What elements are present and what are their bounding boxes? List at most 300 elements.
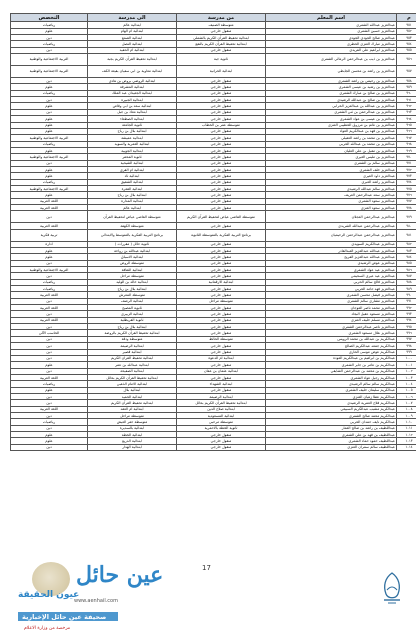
row-number: ٩٦٨ xyxy=(397,141,416,147)
teacher-name-cell: عبدالعزيز فهد حامد الحربي xyxy=(266,286,397,292)
row-number: ١٠٠٧ xyxy=(397,400,416,406)
to-school-cell: ابتدائية بلال بن رباح xyxy=(88,128,177,134)
teacher-name-cell: عبدالعزيز سالم بن الشمري xyxy=(266,160,397,166)
from-school-cell: منقول خارجي xyxy=(177,254,266,260)
header-specialty: التخصص xyxy=(11,14,88,22)
teacher-name-cell: عبدالكريم نايف حمدان الحربي xyxy=(266,419,397,425)
specialty-cell: اللغة العربية xyxy=(11,374,88,380)
specialty-cell: التربية الاجتماعية والوطنية xyxy=(11,135,88,141)
specialty-cell: دين xyxy=(11,260,88,266)
to-school-cell: متوسطة ودقة xyxy=(88,336,177,342)
specialty-cell: دين xyxy=(11,393,88,399)
to-school-cell: متوسطة الكهفة xyxy=(88,223,177,229)
to-school-cell: ابتدائية الثقافة xyxy=(88,267,177,273)
specialty-cell: دين xyxy=(11,355,88,361)
from-school-cell: منقول خارجي xyxy=(177,179,266,185)
to-school-cell: ابتدائية الصمع xyxy=(88,35,177,41)
specialty-cell: علوم xyxy=(11,431,88,437)
from-school-cell: منقول خارجي xyxy=(177,109,266,115)
teacher-name-cell: عبدالعزيز عبدالرحمن عبدالرحمن الرحيميان xyxy=(266,229,397,241)
ministry-logo-icon xyxy=(378,570,406,606)
teacher-name-cell: عبدالعزيز ابراهيم علي الفريدي xyxy=(266,47,397,53)
from-school-cell: برنامج التربية الفكرية بالمتوسطة الثانوية xyxy=(177,229,266,241)
from-school-cell: ابتدائية ام الدعوة xyxy=(177,355,266,361)
row-number: ٩٨١ xyxy=(397,229,416,241)
specialty-cell: دين xyxy=(11,35,88,41)
brand-url: www.aenhail.com xyxy=(74,598,118,604)
from-school-cell: منقول خارجي xyxy=(177,78,266,84)
to-school-cell: ابتدائية الامام الذهبي xyxy=(88,381,177,387)
to-school-cell: متوسطة مراحل xyxy=(88,273,177,279)
table-row xyxy=(11,54,416,66)
row-number: ٩٧٤ xyxy=(397,179,416,185)
to-school-cell: ابتدائية النصل xyxy=(88,41,177,47)
teacher-name-cell: عبدالعزيز بن رشيد بن عيسى الشمري xyxy=(266,84,397,90)
to-school-cell: ابتدائية الهدار xyxy=(88,444,177,450)
teacher-name-cell: عبدالعزيز مسعود عقيل البجاد xyxy=(266,311,397,317)
row-number: ٩٦٦ xyxy=(397,128,416,134)
specialty-cell: رياضيات xyxy=(11,279,88,285)
from-school-cell: منقول خارجي xyxy=(177,116,266,122)
teacher-name-cell: عبدالعزيز مسلم خليف العنزي xyxy=(266,317,397,323)
teacher-transfer-table xyxy=(10,13,416,451)
row-number: ١٠٠١ xyxy=(397,362,416,368)
teacher-name-cell: عبدالكريم بن عامر بن جابر الشمري xyxy=(266,362,397,368)
from-school-cell: متوسطة الصنيف xyxy=(177,22,266,28)
teacher-name-cell: عبدالعزيز صالح الجودي الجودي xyxy=(266,35,397,41)
teacher-name-cell: عبدالعزيز محمد ناصر العوجان xyxy=(266,305,397,311)
specialty-cell: دين xyxy=(11,211,88,223)
from-school-cell: متوسطة مراحل xyxy=(177,298,266,304)
row-number: ١٠١٤ xyxy=(397,444,416,450)
row-number: ١٠٠٠ xyxy=(397,355,416,361)
from-school-cell: متوسطة الحائط xyxy=(177,336,266,342)
to-school-cell: ابتدائية تحفيظ القرآن الكريم بالروضة xyxy=(88,330,177,336)
teacher-name-cell: عبدالعزيز بن محمد بن راشد العقيلي xyxy=(266,135,397,141)
row-number: ٩٨٠ xyxy=(397,223,416,229)
header-to-school: الى مدرسة xyxy=(88,14,177,22)
row-number: ٩٩١ xyxy=(397,298,416,304)
to-school-cell: ابتدائية بلال xyxy=(88,387,177,393)
from-school-cell: منقول خارجي xyxy=(177,248,266,254)
specialty-cell: دين xyxy=(11,273,88,279)
header-number: م xyxy=(397,14,416,22)
to-school-cell: ابتدائية المشرفة xyxy=(88,84,177,90)
specialty-cell: علوم xyxy=(11,84,88,90)
specialty-cell: دين xyxy=(11,324,88,330)
to-school-cell: ابتدائية الخطة xyxy=(88,431,177,437)
specialty-cell: علوم xyxy=(11,362,88,368)
from-school-cell: متوسطة مرحبي xyxy=(177,419,266,425)
teacher-name-cell: عبدالعزيز عبدالله عبدالعزيز العبدالقادر xyxy=(266,248,397,254)
teacher-name-cell: عبدالعزيز راشد العبري xyxy=(266,179,397,185)
from-school-cell: منقول خارجي xyxy=(177,311,266,317)
teacher-name-cell: عبدالعزيز عبدالرحمن العجلان xyxy=(266,211,397,223)
from-school-cell: ابتدائية تحفيظ القرآن الكريم بالشملي xyxy=(177,35,266,41)
specialty-cell: علوم xyxy=(11,192,88,198)
to-school-cell: ابتدائية قصير xyxy=(88,349,177,355)
from-school-cell: ابتدائية عثمان بن عفان xyxy=(177,368,266,374)
from-school-cell: ابتدائية الارقمانية xyxy=(177,279,266,285)
row-number: ٩٥٢ xyxy=(397,28,416,34)
to-school-cell: ابتدائية معاوية بن ابي سفيان بقيعة الكف xyxy=(88,66,177,78)
teacher-name-cell: عبدالكريم عوض موسى الحاري xyxy=(266,349,397,355)
to-school-cell: ابتدائية المدارة xyxy=(88,198,177,204)
to-school-cell: ابتدائية تحفيظ القرآن الكريم بحائل xyxy=(88,374,177,380)
row-number: ٩٧٥ xyxy=(397,185,416,191)
from-school-cell: منقول خارجي xyxy=(177,128,266,134)
to-school-cell: ابتدائية بالسديرة xyxy=(88,425,177,431)
row-number: ٩٩٢ xyxy=(397,305,416,311)
to-school-cell: متوسطة الروض xyxy=(88,260,177,266)
row-number: ٩٩٥ xyxy=(397,324,416,330)
to-school-cell: ابتدائية تحفيظ القرآن الكريم بجبة xyxy=(88,54,177,66)
specialty-cell: علوم xyxy=(11,103,88,109)
teacher-name-cell: عبداللطيف حمود حماد الشمري xyxy=(266,438,397,444)
from-school-cell: منقول خارجي xyxy=(177,438,266,444)
teacher-name-cell: عبدالكريم رجيل عواد الشمري xyxy=(266,374,397,380)
specialty-cell: اللغة العربية xyxy=(11,305,88,311)
teacher-name-cell: عبدالعزيز سعود الشمري xyxy=(266,198,397,204)
from-school-cell: منقول خارجي xyxy=(177,28,266,34)
specialty-cell: دين xyxy=(11,97,88,103)
to-school-cell: ابتدائية الشقيق xyxy=(88,179,177,185)
from-school-cell: منقول خارجي xyxy=(177,349,266,355)
from-school-cell: منقول خارجي xyxy=(177,286,266,292)
teacher-name-cell: عبدالعزيز بن غانم بن مرزوق الحطيبي العنزي xyxy=(266,122,397,128)
from-school-cell: منقول خارجي xyxy=(177,324,266,330)
specialty-cell: دين xyxy=(11,336,88,342)
row-number: ٩٦٢ xyxy=(397,103,416,109)
row-number: ١٠١٣ xyxy=(397,438,416,444)
teacher-name-cell: عبدالعزيز سعود العنزي xyxy=(266,204,397,210)
specialty-cell: تربية فكرية xyxy=(11,229,88,241)
to-school-cell: ابتدائية الدريع xyxy=(88,438,177,444)
teacher-name-cell: عبدالعزيز عبدالله الشمري xyxy=(266,22,397,28)
specialty-cell: علوم xyxy=(11,166,88,172)
brand-tagline: عيون الحقيقة xyxy=(18,590,80,600)
from-school-cell: منقول خارجي xyxy=(177,362,266,368)
row-number: ٩٨٢ xyxy=(397,241,416,247)
from-school-cell: منقول خارجي xyxy=(177,317,266,323)
teacher-name-cell: عبدالكريم عطا زهيان العنزي xyxy=(266,393,397,399)
from-school-cell: منقول خارجي xyxy=(177,185,266,191)
specialty-cell: دين xyxy=(11,78,88,84)
to-school-cell: ثانوية المحفر xyxy=(88,154,177,160)
specialty-cell: دين xyxy=(11,412,88,418)
teacher-name-cell: عبدالكريم بن ابراهيم بن عبدالكريم العودة xyxy=(266,355,397,361)
teacher-name-cell: عبدالعزيز حسين الشمري xyxy=(266,28,397,34)
to-school-cell: ابتدائية الجبيرة xyxy=(88,97,177,103)
row-number: ١٠٠٤ xyxy=(397,381,416,387)
to-school-cell: ابتدائية الجعيدان عبد الملك xyxy=(88,90,177,96)
from-school-cell: ابتدائية الشهداء xyxy=(177,381,266,387)
from-school-cell: ابتدائية تحفيظ القرآن الكريم بالنقع xyxy=(177,41,266,47)
teacher-name-cell: عبدالعزيز بن محمد بن عبدالله الحربي xyxy=(266,141,397,147)
teacher-name-cell: عبدالكريم سليمان خليف الشمري xyxy=(266,387,397,393)
teacher-name-cell: عبدالعزيز سالم عبدالله الرشيدي xyxy=(266,185,397,191)
teacher-name-cell: عبدالعزيز هلال مسعود الشمري xyxy=(266,330,397,336)
teacher-name-cell: عبدالكريم مشبب عبدالكريم السبيعي xyxy=(266,406,397,412)
row-number: ١٠٠٣ xyxy=(397,374,416,380)
row-number: ٩٦٥ xyxy=(397,122,416,128)
from-school-cell: منقول خارجي xyxy=(177,160,266,166)
brand-license: مرخصة من وزارة الاعلام xyxy=(24,626,71,631)
row-number: ١٠٠٢ xyxy=(397,368,416,374)
to-school-cell: ابتدائية معاذ بن جبل xyxy=(88,109,177,115)
row-number: ٩٥٧ xyxy=(397,66,416,78)
from-school-cell: منقول خارجي xyxy=(177,198,266,204)
specialty-cell: رياضيات xyxy=(11,286,88,292)
teacher-name-cell: عبداللطيف بن فهد بن علي الشمري xyxy=(266,431,397,437)
specialty-cell: رياضيات xyxy=(11,90,88,96)
to-school-cell: ابتدائية الحميد xyxy=(88,393,177,399)
specialty-cell: دين xyxy=(11,349,88,355)
teacher-name-cell: عبدالكريم فلاح العمرية الرشيدي xyxy=(266,400,397,406)
teacher-name-cell: عبدالعزيز خلف الشمري xyxy=(266,166,397,172)
to-school-cell: ابتدائية الصطعاء xyxy=(88,116,177,122)
to-school-cell: ابتدائية القعرة xyxy=(88,185,177,191)
row-number: ٩٧٧ xyxy=(397,198,416,204)
from-school-cell: منقول خارجي xyxy=(177,330,266,336)
to-school-cell: ابتدائية عبدالله بن عمر xyxy=(88,362,177,368)
page-footer xyxy=(0,560,416,640)
from-school-cell: ثانوية الخطة بالاحمرية xyxy=(177,425,266,431)
from-school-cell: منقول خارجي xyxy=(177,260,266,266)
row-number: ٩٥٥ xyxy=(397,47,416,53)
to-school-cell: ابتدائية بلال بن رباح xyxy=(88,324,177,330)
to-school-cell: متوسطة حفر العيش xyxy=(88,419,177,425)
row-number: ٩٩٦ xyxy=(397,330,416,336)
from-school-cell: ابتدائية المسعودية xyxy=(177,412,266,418)
from-school-cell: منقول خارجي xyxy=(177,192,266,198)
specialty-cell: رياضيات xyxy=(11,22,88,28)
teacher-name-cell: عبدالكريم بن عبدالله بن محمد الرويس xyxy=(266,336,397,342)
specialty-cell: علوم xyxy=(11,122,88,128)
row-number: ٩٨٤ xyxy=(397,254,416,260)
teacher-name-cell: عبدالعزيز بن مليس الغيري xyxy=(266,154,397,160)
to-school-cell: متوسطة المعرش xyxy=(88,292,177,298)
to-school-cell: ثانوية الجامعة xyxy=(88,122,177,128)
specialty-cell: دين xyxy=(11,109,88,115)
to-school-cell: ثانوية حائل ( مقررات ) xyxy=(88,241,177,247)
page-number: 17 xyxy=(202,564,211,572)
row-number: ٩٦٤ xyxy=(397,116,416,122)
specialty-cell: دين xyxy=(11,47,88,53)
from-school-cell: ابتدائية الرضيمة xyxy=(177,393,266,399)
from-school-cell: منقول خارجي xyxy=(177,444,266,450)
specialty-cell: التربية الاجتماعية والوطنية xyxy=(11,267,88,273)
specialty-cell: علوم xyxy=(11,387,88,393)
to-school-cell: ابتدائية عالم xyxy=(88,22,177,28)
from-school-cell: ابتدائية صلاح الدين xyxy=(177,406,266,412)
teacher-name-cell: عبدالعزيز بن رحيمي بن راشد الشمري xyxy=(266,78,397,84)
row-number: ٩٥٩ xyxy=(397,84,416,90)
row-number: ٩٩٤ xyxy=(397,317,416,323)
from-school-cell: منقول خارجي xyxy=(177,273,266,279)
to-school-cell: ابتدائية بلال بن رباح xyxy=(88,192,177,198)
row-number: ٩٧٣ xyxy=(397,173,416,179)
row-number: ٩٥٦ xyxy=(397,54,416,66)
teacher-name-cell: عبدالعزيز عبدالله عبدالعزيز الفريح xyxy=(266,254,397,260)
to-school-cell: ابتدائية تحفيظ القرآن الكريم xyxy=(88,355,177,361)
row-number: ٩٩٨ xyxy=(397,343,416,349)
from-school-cell: منقول خارجي xyxy=(177,147,266,153)
row-number: ٩٩٠ xyxy=(397,292,416,298)
to-school-cell: ابتدائية عالم xyxy=(88,204,177,210)
specialty-cell: التربية الاجتماعية والوطنية xyxy=(11,185,88,191)
to-school-cell: ابتدائية بلال بن رباح xyxy=(88,286,177,292)
teacher-name-cell: عبدالعزيز بن صالح بن مبارك الشمري xyxy=(266,90,397,96)
specialty-cell: علوم xyxy=(11,438,88,444)
brand-strip-text: صحيفة عين حائل الإخبارية xyxy=(22,613,107,621)
to-school-cell: ابتدائية الاسباق xyxy=(88,254,177,260)
row-number: ٩٦٧ xyxy=(397,135,416,141)
row-number: ٩٨٩ xyxy=(397,286,416,292)
to-school-cell: ابتدائية سعد بن ابي وقاص xyxy=(88,103,177,109)
row-number: ١٠٠٦ xyxy=(397,393,416,399)
specialty-cell: علوم xyxy=(11,28,88,34)
teacher-name-cell: عبدالعزيز عيد عواد الشمري xyxy=(266,267,397,273)
row-number: ٩٧٠ xyxy=(397,154,416,160)
row-number: ٩٧٦ xyxy=(397,192,416,198)
teacher-name-cell: عبدالكريم بن محمد بن عبدالرحمن الشايقي xyxy=(266,368,397,374)
row-number: ٩٧٢ xyxy=(397,166,416,172)
to-school-cell: برنامج التربية الفكرية بالمتوسط والابتدائي xyxy=(88,229,177,241)
row-number: ٩٨٦ xyxy=(397,267,416,273)
to-school-cell: ابتدائية العمرية والسويد xyxy=(88,141,177,147)
to-school-cell: ابتدائية عميشة xyxy=(88,135,177,141)
specialty-cell: اللغة العربية xyxy=(11,223,88,229)
from-school-cell: منقول خارجي xyxy=(177,343,266,349)
specialty-cell: دين xyxy=(11,425,88,431)
from-school-cell: متوسطة القاضي عياض لتحفيظ القرآن الكريم xyxy=(177,211,266,223)
row-number: ١٠١١ xyxy=(397,425,416,431)
teacher-name-cell: عبدالعزيز بن راشد بن محسن الجابطي xyxy=(266,66,397,78)
to-school-cell: ابتدائية الزبيري xyxy=(88,311,177,317)
specialty-cell: رياضيات xyxy=(11,41,88,47)
to-school-cell: ابتدائية الروضي بروض بن هادي xyxy=(88,78,177,84)
teacher-name-cell: عبدالعزيز مشاري سالم الشمري xyxy=(266,298,397,304)
specialty-cell: رياضيات xyxy=(11,419,88,425)
specialty-cell: علوم xyxy=(11,116,88,122)
row-number: ٩٧١ xyxy=(397,160,416,166)
row-number: ٩٧٩ xyxy=(397,211,416,223)
from-school-cell: منقول خارجي xyxy=(177,97,266,103)
specialty-cell: رياضيات xyxy=(11,381,88,387)
teacher-name-cell: عبدالعزيز سعد عبدالرحمن العريف xyxy=(266,192,397,198)
specialty-cell: رياضيات xyxy=(11,179,88,185)
specialty-cell: علوم xyxy=(11,254,88,260)
specialty-cell: ادارة xyxy=(11,241,88,247)
specialty-cell: التربية الاجتماعية والوطنية xyxy=(11,154,88,160)
from-school-cell: منقول خارجي xyxy=(177,47,266,53)
from-school-cell: ثانوية جبة xyxy=(177,54,266,66)
row-number: ٩٨٧ xyxy=(397,273,416,279)
teacher-name-cell: عبدالعزيز بن عبدالرحمن بن ثني الشمري xyxy=(266,109,397,115)
teacher-name-cell: عبدالعزيز بن فهد بن عبدالكريم العواد xyxy=(266,128,397,134)
teacher-name-cell: عبدالعزيز بن عبدالله بن عبدالعزيز الخرابي xyxy=(266,103,397,109)
from-school-cell: منقول خارجي xyxy=(177,173,266,179)
specialty-cell: علوم xyxy=(11,128,88,134)
to-school-cell: ابتدائية تحفيظ القرآن الكريم xyxy=(88,400,177,406)
row-number: ١٠١٢ xyxy=(397,431,416,437)
teacher-name-cell: عبدالعزيز بن مقبل بن علي العليان xyxy=(266,147,397,153)
specialty-cell: دين xyxy=(11,298,88,304)
specialty-cell: اللغة العربية xyxy=(11,204,88,210)
specialty-cell: اللغة العربية xyxy=(11,317,88,323)
teacher-name-cell: عبدالكريم جمعه عبدالكريم الصالح xyxy=(266,343,397,349)
to-school-cell: ابتدائية ام القرى xyxy=(88,166,177,172)
from-school-cell: منقول خارجي xyxy=(177,204,266,210)
teacher-name-cell: عبدالعزيز داود الغيري xyxy=(266,173,397,179)
teacher-name-cell: عبدالعزيز عبدالرحمن عبدالله الشريدي xyxy=(266,223,397,229)
teacher-name-cell: عبداللطيف سالم سمران العنزي xyxy=(266,444,397,450)
table-row xyxy=(11,229,416,241)
from-school-cell: ابتدائية الحرانية xyxy=(177,66,266,78)
row-number: ٩٩٣ xyxy=(397,311,416,317)
brand-name: عين حائل xyxy=(76,562,164,588)
row-number: ٩٥٨ xyxy=(397,78,416,84)
to-school-cell: ثانوية القريطلية xyxy=(88,317,177,323)
table-row xyxy=(11,211,416,223)
specialty-cell: رياضيات xyxy=(11,141,88,147)
from-school-cell: منقول خارجي xyxy=(177,154,266,160)
row-number: ٩٧٨ xyxy=(397,204,416,210)
row-number: ٩٥٤ xyxy=(397,41,416,47)
from-school-cell: منقول خارجي xyxy=(177,141,266,147)
specialty-cell: التربية الاجتماعية والوطنية xyxy=(11,54,88,66)
row-number: ٩٩٩ xyxy=(397,349,416,355)
specialty-cell: دين xyxy=(11,400,88,406)
teacher-name-cell: عبدالعزيز عوض الرشيدي xyxy=(266,260,397,266)
specialty-cell: دين xyxy=(11,343,88,349)
to-school-cell: متوسطة القاضي عياض لتحفيظ القرآن xyxy=(88,211,177,223)
row-number: ٩٩٧ xyxy=(397,336,416,342)
table-row xyxy=(11,444,416,450)
row-number: ١٠٠٨ xyxy=(397,406,416,412)
teacher-name-cell: عبدالعزيز ناصر عبدالرحمن الشمري xyxy=(266,324,397,330)
header-from-school: من مدرسة xyxy=(177,14,266,22)
to-school-cell: متوسطة مراحل xyxy=(88,412,177,418)
from-school-cell: منقول خارجي xyxy=(177,387,266,393)
row-number: ٩٦٩ xyxy=(397,147,416,153)
to-school-cell: ابتدائية الرضيمة xyxy=(88,343,177,349)
row-number: ٩٦٠ xyxy=(397,90,416,96)
teacher-name-cell: عبداللطيف بن راشد بن صالح العمار xyxy=(266,425,397,431)
specialty-cell: الحاسب الآلي xyxy=(11,330,88,336)
to-school-cell: ابتدائية الصفيحة xyxy=(88,368,177,374)
from-school-cell: منقول خارجي xyxy=(177,84,266,90)
teacher-name-cell: عبدالعزيز بن صالح بن عبدالله الرشيدي xyxy=(266,97,397,103)
teacher-name-cell: عبدالعزيز فيصل محسن الشمري xyxy=(266,292,397,298)
to-school-cell: ابتدائية خالد بن الوليد xyxy=(88,279,177,285)
from-school-cell: ابتدائية تحفيظ القرآن الكريم بحائل xyxy=(177,400,266,406)
to-school-cell: ابتدائية ثاد xyxy=(88,173,177,179)
from-school-cell: منقول خارجي xyxy=(177,292,266,298)
teacher-name-cell: عبدالكريم سالم سالم الرشيدي xyxy=(266,381,397,387)
from-school-cell: منقول خارجي xyxy=(177,241,266,247)
to-school-cell: ابتدائية عبدالله بن رواحة xyxy=(88,248,177,254)
teacher-name-cell: عبدالعزيز بن ذيب بن عبدالرحمن الرمالي الشمري xyxy=(266,54,397,66)
teacher-name-cell: عبدالعزيز مبارك العنزي الحطري xyxy=(266,41,397,47)
to-school-cell: ابتدائية الشيحية xyxy=(88,160,177,166)
from-school-cell: منقول خارجي xyxy=(177,135,266,141)
row-number: ٩٦٣ xyxy=(397,109,416,115)
specialty-cell: دين xyxy=(11,160,88,166)
from-school-cell: منقول خارجي xyxy=(177,90,266,96)
row-number: ١٠١٠ xyxy=(397,419,416,425)
